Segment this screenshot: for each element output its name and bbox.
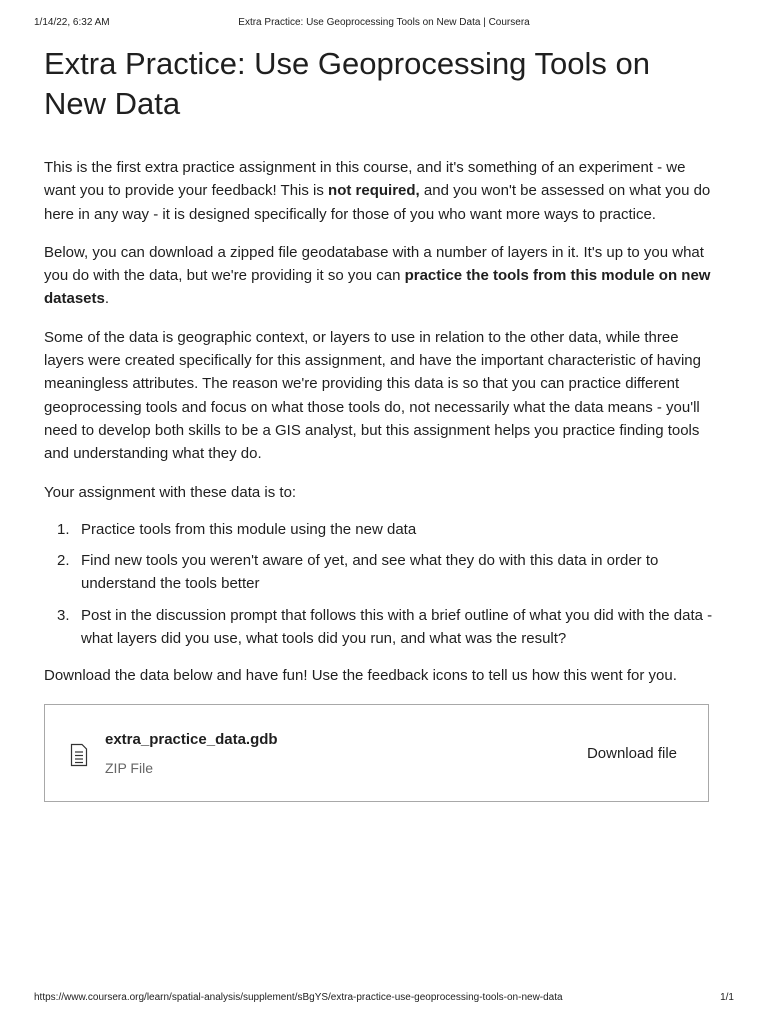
page-number: 1/1 xyxy=(720,992,734,1003)
page-url: https://www.coursera.org/learn/spatial-analysis/supplement/sBgYS/extra-practice-use-geoprocessing-tools-on-new-data xyxy=(34,992,563,1003)
document-icon xyxy=(70,743,88,767)
context-paragraph: Some of the data is geographic context, or layers to use in relation to the other data, while three layers were created specifically for this assignment, and have the important characteristic of having meaningless attributes. The reason we're providing this data is so that you can practice different geoprocessing tools and focus on what those tools do, not necessarily what the data means - you'll need to develop both skills to be a GIS analyst, but this assignment helps you practice finding tools and understanding what they do. xyxy=(44,328,701,463)
list-item xyxy=(44,604,714,651)
file-attachment-card[interactable] xyxy=(44,704,709,802)
list-number: 3. xyxy=(57,606,70,624)
download-paragraph xyxy=(44,241,714,311)
page-title: Extra Practice: Use Geoprocessing Tools on New Data xyxy=(44,46,650,121)
print-footer xyxy=(34,992,734,1006)
assignment-intro: Your assignment with these data is to: xyxy=(44,483,297,501)
main-content xyxy=(44,44,714,802)
list-number: 1. xyxy=(57,520,70,538)
print-date: 1/14/22, 6:32 AM xyxy=(34,17,110,28)
list-text: Practice tools from this module using the new data xyxy=(81,520,417,538)
intro-paragraph xyxy=(44,156,714,226)
download-emphasis: practice the tools from this module on new datasets xyxy=(44,267,711,308)
list-item xyxy=(44,518,714,541)
intro-text-start: This is the first extra practice assignment in this course, and it's something of an experiment - we want you to provide your feedback! This is xyxy=(44,159,686,200)
list-item xyxy=(44,549,714,596)
file-type: ZIP File xyxy=(105,759,153,776)
download-text-start: Below, you can download a zipped file geodatabase with a number of layers in it. It's up to you what you do with the data, but we're providing it so you can xyxy=(44,243,704,285)
download-file-button[interactable]: Download file xyxy=(586,744,677,762)
download-text-end: . xyxy=(104,290,110,308)
list-text: Post in the discussion prompt that follows this with a brief outline of what you did with the data - what layers did you use, what tools did you run, and what was the result? xyxy=(81,606,713,648)
intro-emphasis: not required, xyxy=(328,182,420,200)
file-name: extra_practice_data.gdb xyxy=(105,730,278,748)
closing-paragraph: Download the data below and have fun! Use the feedback icons to tell us how this went for you. xyxy=(44,667,677,685)
list-number: 2. xyxy=(57,552,70,570)
print-header xyxy=(34,17,734,31)
assignment-list xyxy=(44,518,714,650)
list-text: Find new tools you weren't aware of yet, and see what they do with this data in order to understand the tools better xyxy=(81,552,659,593)
print-page-title: Extra Practice: Use Geoprocessing Tools on New Data | Coursera xyxy=(238,17,530,28)
intro-text-end: and you won't be assessed on what you do here in any way - it is designed specifically for those of you who want more ways to practice. xyxy=(44,182,711,223)
